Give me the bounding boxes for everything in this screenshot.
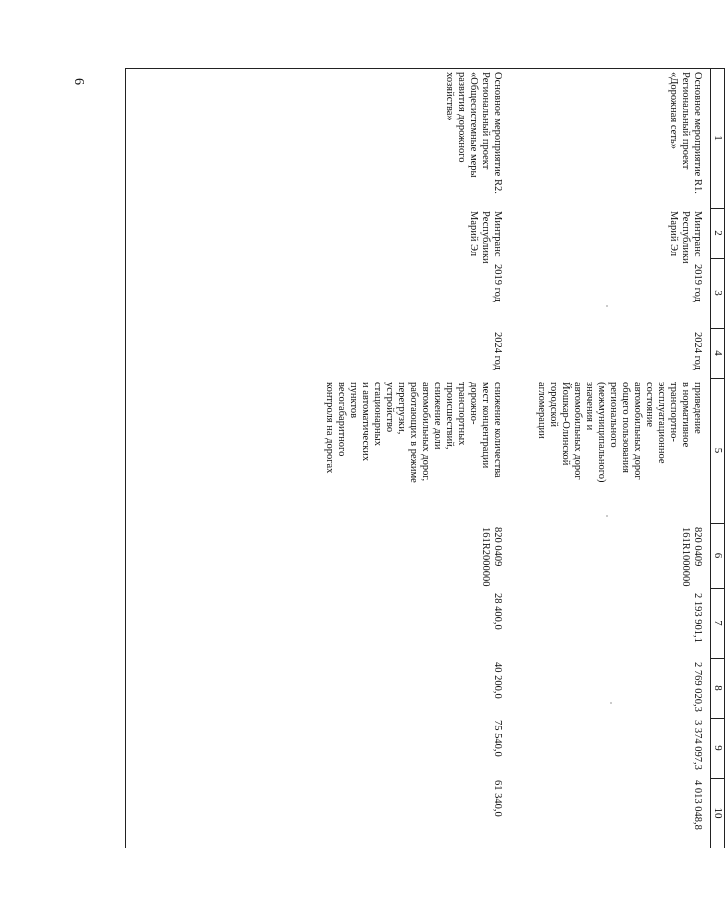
program-table xyxy=(125,68,725,848)
table-border-left xyxy=(125,68,725,69)
row2-executor: Минтранс Республики Марий Эл xyxy=(468,211,503,264)
scan-speck xyxy=(606,515,608,517)
header-col-4: 4 xyxy=(712,350,724,356)
row1-result: приведение в нормативное транспортно- эксплуатационное состояние автомобильных дорог общего пользования регионального (межмуниципального) значения и автомобильных дорог Йошкар-Олинской городской агломерации xyxy=(536,382,703,483)
header-row-divider xyxy=(710,68,711,848)
header-col-1: 1 xyxy=(712,135,724,141)
header-col-8: 8 xyxy=(712,685,724,691)
page-number: 6 xyxy=(71,78,86,85)
row2-start-year: 2019 год xyxy=(492,264,503,302)
header-col-6: 6 xyxy=(712,552,724,559)
header-col-7: 7 xyxy=(712,620,724,626)
row1-value-2021: 3 374 097,3 xyxy=(692,720,703,770)
header-col-10: 10 xyxy=(712,807,724,819)
header-col-9: 9 xyxy=(712,745,724,751)
row1-event-name: Основное мероприятие R1. Региональный проект «Дорожная сеть» xyxy=(668,72,703,194)
row1-end-year: 2024 год xyxy=(692,332,703,370)
header-col-5: 5 xyxy=(712,447,724,454)
row2-event-name: Основное мероприятие R2. Региональный проект «Общесистемные меры развития дорожного хозяйства» xyxy=(444,72,503,194)
header-col-3: 3 xyxy=(712,290,724,296)
row2-value-2022: 61 340,0 xyxy=(492,780,503,817)
table-border-bottom xyxy=(125,68,126,848)
row1-budget-code: 820 0409 161R1000000 xyxy=(680,527,703,587)
scan-speck xyxy=(610,702,612,704)
row2-budget-code: 820 0409 161R2000000 xyxy=(480,527,503,587)
row2-result: снижение количества мест концентрации дорожно- транспортных происшествий, снижение доли автомобильных дорог, работающих в режиме перегрузки, устройство стационарных и автоматических пунктов весогабаритного контроля на дорогах xyxy=(324,382,503,483)
row2-end-year: 2024 год xyxy=(492,332,503,370)
row2-value-2020: 40 200,0 xyxy=(492,662,503,699)
row1-start-year: 2019 год xyxy=(692,264,703,302)
header-col-2: 2 xyxy=(712,230,724,236)
row1-value-2020: 2 769 020,3 xyxy=(692,662,703,712)
row2-value-2019: 28 400,0 xyxy=(492,593,503,630)
scan-speck xyxy=(606,305,608,307)
row2-value-2021: 75 540,0 xyxy=(492,720,503,757)
row1-value-2019: 2 193 901,1 xyxy=(692,593,703,643)
row1-value-2022: 4 013 048,8 xyxy=(692,780,703,830)
row1-executor: Минтранс Республики Марий Эл xyxy=(668,211,703,264)
